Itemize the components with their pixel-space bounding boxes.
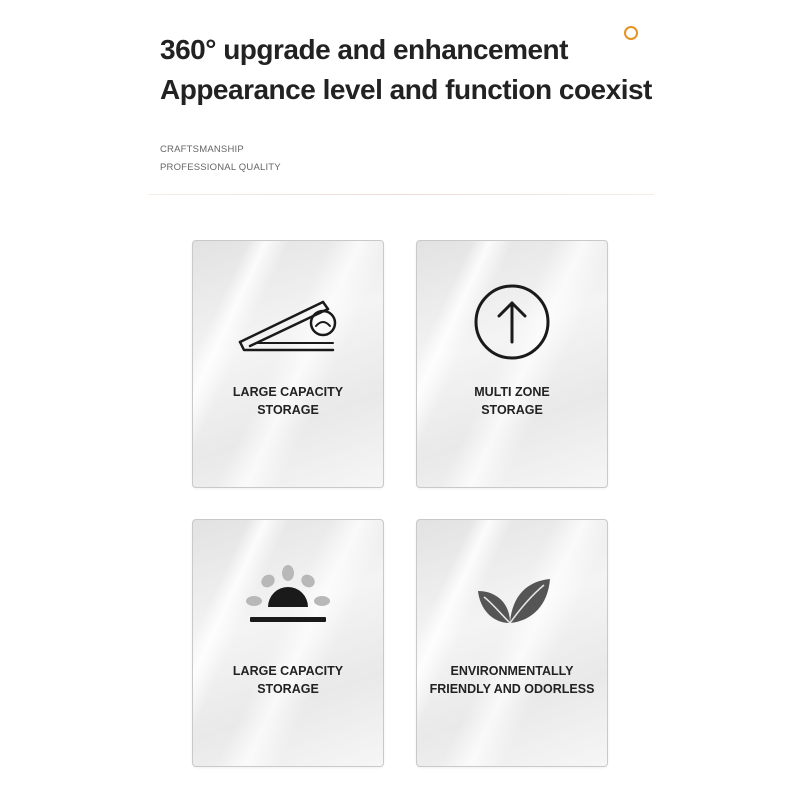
accent-ring-icon — [624, 26, 638, 40]
lid-recliner-icon — [193, 267, 383, 377]
arrow-up-circle-icon — [417, 267, 607, 377]
card-label-line-1: ENVIRONMENTALLY — [450, 664, 574, 678]
feature-card-eco-friendly — [416, 519, 608, 767]
tagline — [160, 141, 281, 177]
divider — [148, 194, 654, 195]
tag-professional-quality: PROFESSIONAL QUALITY — [160, 162, 281, 173]
feature-card-large-capacity — [192, 240, 384, 488]
card-label-line-2: STORAGE — [481, 403, 543, 417]
leaves-icon — [417, 546, 607, 656]
card-label-line-2: FRIENDLY AND ODORLESS — [429, 682, 595, 696]
card-label-line-2: STORAGE — [257, 682, 319, 696]
tag-craftsmanship: CRAFTSMANSHIP — [160, 144, 244, 155]
card-label-line-2: STORAGE — [257, 403, 319, 417]
sunrise-icon — [193, 546, 383, 656]
headline-line-1: 360° upgrade and enhancement — [160, 34, 568, 65]
card-label — [193, 383, 383, 419]
card-label-line-1: LARGE CAPACITY — [232, 385, 344, 399]
card-label-line-1: LARGE CAPACITY — [232, 664, 344, 678]
feature-card-large-capacity-2 — [192, 519, 384, 767]
card-label-line-1: MULTI ZONE — [474, 385, 550, 399]
headline — [160, 30, 652, 110]
feature-card-multi-zone — [416, 240, 608, 488]
headline-line-2: Appearance level and function coexist — [160, 74, 652, 105]
card-label — [193, 662, 383, 698]
card-label — [417, 662, 607, 698]
card-label — [417, 383, 607, 419]
